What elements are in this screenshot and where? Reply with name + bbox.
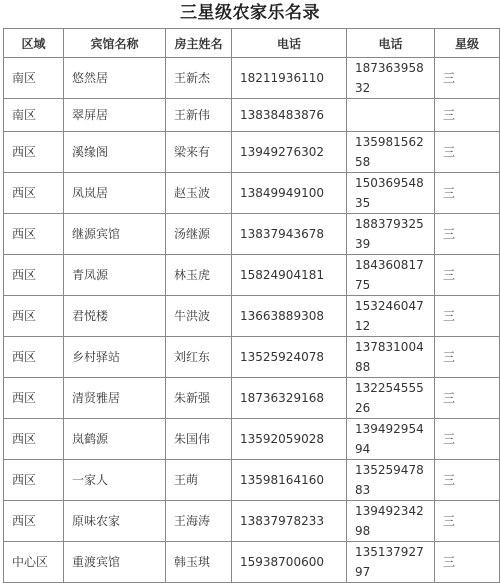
farmstay-table (3, 28, 500, 583)
cell-phone1: 13525924078 (232, 337, 347, 378)
cell-district: 西区 (4, 460, 64, 501)
cell-phone2: 18436081775 (347, 255, 435, 296)
cell-phone1: 13837943678 (232, 214, 347, 255)
cell-phone2: 13949295494 (347, 419, 435, 460)
cell-phone1: 13598164160 (232, 460, 347, 501)
cell-phone2: 13513792797 (347, 542, 435, 583)
cell-name: 翠屏居 (64, 99, 166, 132)
cell-name: 君悦楼 (64, 296, 166, 337)
cell-star: 三 (435, 173, 500, 214)
cell-district: 西区 (4, 378, 64, 419)
cell-owner: 王海涛 (166, 501, 232, 542)
cell-district: 南区 (4, 99, 64, 132)
cell-district: 西区 (4, 501, 64, 542)
cell-district: 南区 (4, 58, 64, 99)
table-row (4, 296, 500, 337)
cell-owner: 梁来有 (166, 132, 232, 173)
cell-star: 三 (435, 337, 500, 378)
table-row (4, 58, 500, 99)
cell-owner: 刘红东 (166, 337, 232, 378)
cell-district: 西区 (4, 214, 64, 255)
cell-star: 三 (435, 214, 500, 255)
cell-phone1: 13849949100 (232, 173, 347, 214)
cell-name: 岚鹤源 (64, 419, 166, 460)
cell-district: 西区 (4, 255, 64, 296)
cell-star: 三 (435, 378, 500, 419)
table-row (4, 378, 500, 419)
cell-owner: 朱国伟 (166, 419, 232, 460)
cell-star: 三 (435, 419, 500, 460)
table-row (4, 99, 500, 132)
cell-owner: 牛洪波 (166, 296, 232, 337)
cell-phone1: 13949276302 (232, 132, 347, 173)
column-header-phone1: 电话 (232, 29, 347, 58)
cell-phone1: 13838483876 (232, 99, 347, 132)
cell-district: 西区 (4, 173, 64, 214)
cell-name: 原味农家 (64, 501, 166, 542)
cell-star: 三 (435, 460, 500, 501)
cell-phone2: 18736395832 (347, 58, 435, 99)
cell-name: 重渡宾馆 (64, 542, 166, 583)
cell-name: 继源宾馆 (64, 214, 166, 255)
table-row (4, 460, 500, 501)
cell-star: 三 (435, 58, 500, 99)
cell-owner: 汤继源 (166, 214, 232, 255)
cell-phone2: 13783100488 (347, 337, 435, 378)
cell-phone2: 13225455526 (347, 378, 435, 419)
table-row (4, 542, 500, 583)
cell-star: 三 (435, 255, 500, 296)
cell-star: 三 (435, 99, 500, 132)
cell-name: 清贤雅居 (64, 378, 166, 419)
cell-name: 青凤源 (64, 255, 166, 296)
cell-owner: 王新杰 (166, 58, 232, 99)
cell-phone2 (347, 99, 435, 132)
cell-star: 三 (435, 542, 500, 583)
page-title: 三星级农家乐名录 (180, 3, 320, 23)
column-header-district: 区域 (4, 29, 64, 58)
cell-district: 西区 (4, 419, 64, 460)
cell-name: 悠然居 (64, 58, 166, 99)
cell-name: 一家人 (64, 460, 166, 501)
table-row (4, 255, 500, 296)
cell-phone1: 15938700600 (232, 542, 347, 583)
cell-owner: 王萌 (166, 460, 232, 501)
column-header-star: 星级 (435, 29, 500, 58)
column-header-name: 宾馆名称 (64, 29, 166, 58)
table-row (4, 337, 500, 378)
cell-phone1: 15824904181 (232, 255, 347, 296)
cell-phone2: 13598156258 (347, 132, 435, 173)
column-header-phone2: 电话 (347, 29, 435, 58)
table-row (4, 501, 500, 542)
cell-phone1: 13592059028 (232, 419, 347, 460)
cell-owner: 赵玉波 (166, 173, 232, 214)
table-row (4, 173, 500, 214)
cell-district: 中心区 (4, 542, 64, 583)
cell-phone2: 13525947883 (347, 460, 435, 501)
cell-phone2: 13949234298 (347, 501, 435, 542)
cell-owner: 王新伟 (166, 99, 232, 132)
cell-owner: 林玉虎 (166, 255, 232, 296)
table-row (4, 132, 500, 173)
cell-phone1: 18211936110 (232, 58, 347, 99)
cell-star: 三 (435, 501, 500, 542)
table-row (4, 419, 500, 460)
cell-phone1: 13837978233 (232, 501, 347, 542)
cell-phone2: 18837932539 (347, 214, 435, 255)
cell-phone2: 15036954835 (347, 173, 435, 214)
cell-district: 西区 (4, 296, 64, 337)
cell-owner: 韩玉琪 (166, 542, 232, 583)
cell-phone1: 18736329168 (232, 378, 347, 419)
cell-name: 溪缘阁 (64, 132, 166, 173)
table-row (4, 214, 500, 255)
cell-phone2: 15324604712 (347, 296, 435, 337)
cell-name: 凤岚居 (64, 173, 166, 214)
cell-owner: 朱新强 (166, 378, 232, 419)
cell-name: 乡村驿站 (64, 337, 166, 378)
cell-star: 三 (435, 132, 500, 173)
cell-phone1: 13663889308 (232, 296, 347, 337)
cell-star: 三 (435, 296, 500, 337)
cell-district: 西区 (4, 132, 64, 173)
column-header-owner: 房主姓名 (166, 29, 232, 58)
cell-district: 西区 (4, 337, 64, 378)
table-header-row (4, 29, 500, 58)
